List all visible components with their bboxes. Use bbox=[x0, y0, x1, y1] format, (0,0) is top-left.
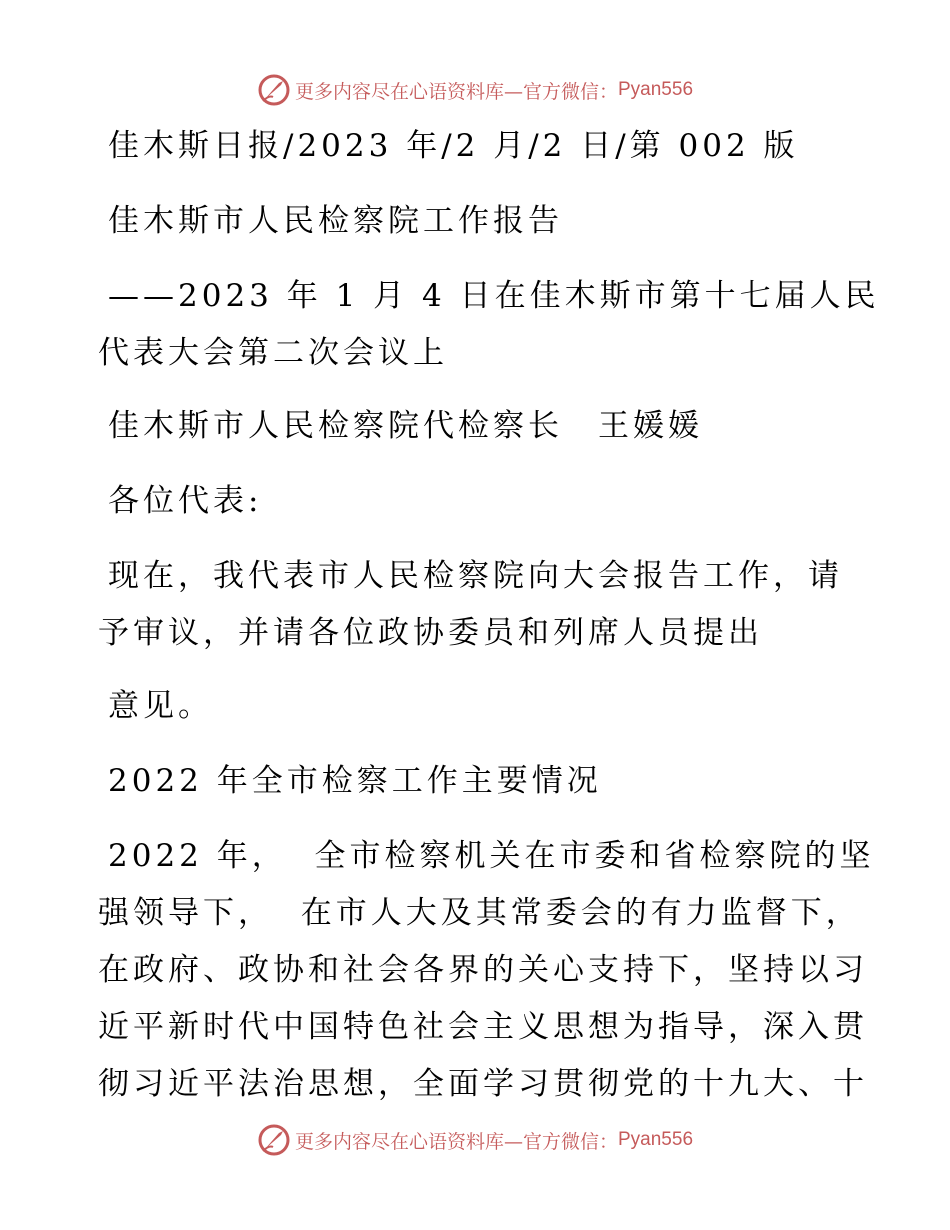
watermark-banner-bottom bbox=[0, 1120, 950, 1160]
paragraph-line: 2022 年， 全市检察机关在市委和省检察院的坚 bbox=[108, 838, 875, 874]
paragraph-line: 彻习近平法治思想，全面学习贯彻党的十九大、十 bbox=[98, 1066, 868, 1102]
section-heading: 2022 年全市检察工作主要情况 bbox=[108, 763, 602, 799]
paragraph-line: 予审议，并请各位政协委员和列席人员提出 bbox=[98, 615, 763, 651]
subtitle-line-1: ——2023 年 1 月 4 日在佳木斯市第十七届人民 bbox=[108, 278, 880, 314]
salutation: 各位代表: bbox=[108, 483, 263, 519]
author-line: 佳木斯市人民检察院代检察长 王媛媛 bbox=[108, 408, 703, 444]
watermark-text: 更多内容尽在心语资料库—官方微信： bbox=[294, 1130, 618, 1153]
watermark-banner-top bbox=[0, 70, 950, 110]
watermark-wechat-id: Pyan556 bbox=[618, 79, 694, 100]
quill-logo-icon bbox=[257, 73, 291, 107]
paragraph-line: 强领导下， 在市人大及其常委会的有力监督下， bbox=[98, 895, 861, 931]
paragraph-line: 在政府、政协和社会各界的关心支持下，坚持以习 bbox=[98, 952, 868, 988]
quill-logo-icon bbox=[257, 1123, 291, 1157]
watermark-text: 更多内容尽在心语资料库—官方微信： bbox=[294, 80, 618, 103]
source-line: 佳木斯日报/2023 年/2 月/2 日/第 002 版 bbox=[108, 128, 799, 164]
watermark-wechat-id: Pyan556 bbox=[618, 1129, 694, 1150]
report-title: 佳木斯市人民检察院工作报告 bbox=[108, 203, 563, 239]
subtitle-line-2: 代表大会第二次会议上 bbox=[98, 335, 448, 371]
paragraph-line: 近平新时代中国特色社会主义思想为指导，深入贯 bbox=[98, 1009, 868, 1045]
paragraph-line: 意见。 bbox=[108, 688, 213, 724]
paragraph-line: 现在，我代表市人民检察院向大会报告工作，请 bbox=[108, 558, 843, 594]
